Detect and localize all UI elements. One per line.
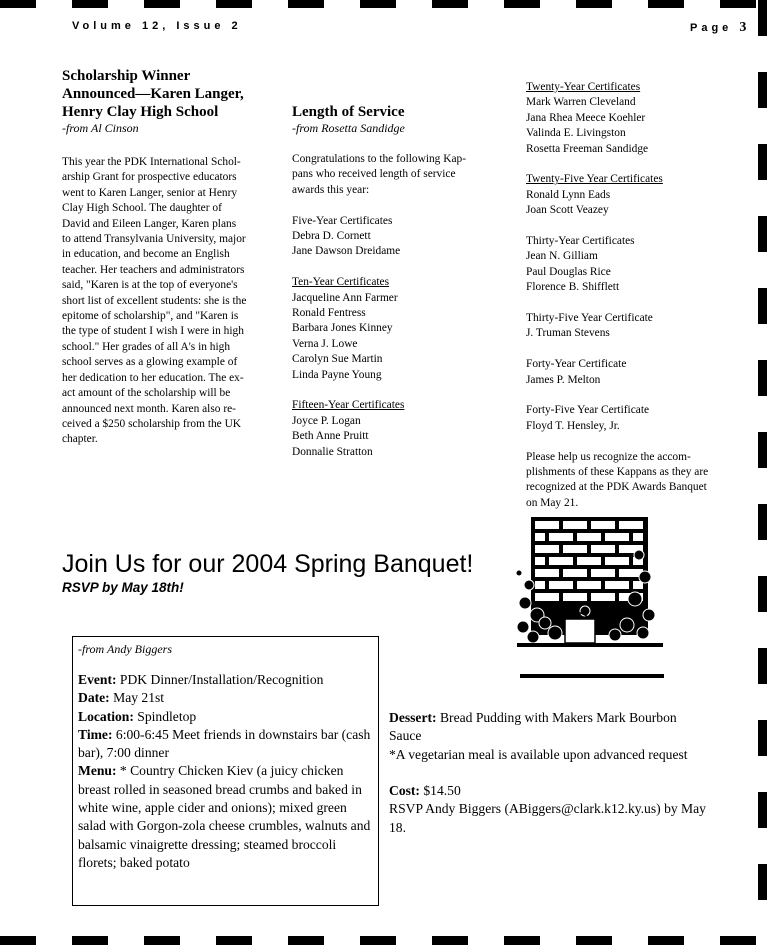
- checkered-border-bottom: [0, 936, 776, 945]
- body-line: short list of excellent students: she is the: [62, 294, 247, 307]
- intro-line: pans who received length of service: [292, 168, 456, 181]
- vegetarian-note: *A vegetarian meal is available upon advanced request: [389, 746, 688, 762]
- scholarship-byline: -from Al Cinson: [62, 121, 139, 135]
- twenty-year-heading: Twenty-Year Certificates: [526, 81, 641, 93]
- event-details: [78, 642, 374, 872]
- recipient-name: Floyd T. Hensley, Jr.: [526, 419, 620, 432]
- checkered-border-top: [0, 0, 776, 8]
- fifteen-year-heading: Fifteen-Year Certificates: [292, 399, 405, 412]
- recipient-name: James P. Melton: [526, 373, 601, 386]
- garden-wall-clipart: [515, 515, 665, 655]
- event-details-box: [72, 636, 379, 906]
- ten-year-heading: Ten-Year Certificates: [292, 276, 390, 289]
- event-value: PDK Dinner/Installation/Recognition: [119, 672, 324, 687]
- body-line: epitome of scholarship", and "Karen is: [62, 310, 239, 323]
- date-line: [78, 689, 374, 707]
- body-line: school serves as a glowing example of: [62, 356, 238, 369]
- menu-value: * Country Chicken Kiev (a juicy chicken breast rolled in seasoned bread crumbs and baked in white wine, apple cider and onions); mixed green salad with Gorgon-zola cheese crumbles, walnuts and balsamic vinaigrette dressing; steamed broccoli florets; baked potato: [78, 763, 371, 870]
- recipient-name: Debra D. Cornett: [292, 230, 371, 243]
- body-line: announced next month. Karen also re-: [62, 402, 236, 415]
- intro-line: awards this year:: [292, 183, 370, 196]
- menu-line: [78, 762, 374, 872]
- body-line: ceived a $250 scholarship from the UK: [62, 417, 242, 430]
- date-value: May 21st: [113, 690, 165, 706]
- body-line: the type of student I wish I were in high: [62, 325, 244, 338]
- banquet-byline: -from Andy Biggers: [78, 642, 172, 656]
- scholarship-title-line3: Henry Clay High School: [62, 104, 219, 120]
- scholarship-title-line1: Scholarship Winner: [62, 68, 191, 84]
- time-label: Time:: [78, 726, 113, 742]
- banquet-title: Join Us for our 2004 Spring Banquet!: [62, 550, 474, 578]
- body-line: David and Eileen Langer, Karen plans: [62, 217, 237, 230]
- recipient-name: Donnalie Stratton: [292, 445, 373, 458]
- closing-line: recognized at the PDK Awards Banquet: [526, 481, 707, 494]
- time-value: 6:00-6:45 Meet friends in downstairs bar (cash bar), 7:00 dinner: [78, 726, 371, 761]
- page-label: Page: [690, 22, 733, 34]
- recipient-name: Mark Warren Cleveland: [526, 96, 636, 109]
- recipient-name: Beth Anne Pruitt: [292, 430, 369, 443]
- body-line: act amount of the scholarship will be: [62, 387, 231, 400]
- body-line: school." Her grades of all A's in high: [62, 340, 231, 353]
- date-label: Date:: [78, 690, 110, 706]
- twentyfive-year-heading: Twenty-Five Year Certificates: [526, 173, 663, 186]
- five-year-heading: Five-Year Certificates: [292, 214, 393, 227]
- body-line: Clay High School. The daughter of: [62, 202, 222, 215]
- closing-line: Please help us recognize the accom-: [526, 450, 691, 463]
- recipient-name: Carolyn Sue Martin: [292, 353, 383, 366]
- body-line: in education, and become an English: [62, 248, 230, 261]
- service-title: Length of Service: [292, 104, 405, 120]
- decorative-rule: [520, 674, 664, 678]
- recipient-name: Valinda E. Livingston: [526, 127, 626, 140]
- body-line: teacher. Her teachers and administrators: [62, 263, 245, 276]
- thirty-year-heading: Thirty-Year Certificates: [526, 235, 635, 248]
- service-byline: -from Rosetta Sandidge: [292, 121, 405, 135]
- recipient-name: Joyce P. Logan: [292, 414, 361, 427]
- forty-year-heading: Forty-Year Certificate: [526, 358, 627, 371]
- thirtyfive-year-heading: Thirty-Five Year Certificate: [526, 312, 653, 325]
- checkered-border-right: [758, 0, 767, 945]
- recipient-name: Paul Douglas Rice: [526, 265, 611, 278]
- recipient-name: Barbara Jones Kinney: [292, 322, 393, 335]
- fortyfive-year-heading: Forty-Five Year Certificate: [526, 404, 650, 417]
- event-label: Event:: [78, 672, 117, 687]
- body-line: her dedication to her education. The ex-: [62, 371, 244, 384]
- cost-value: $14.50: [423, 783, 461, 799]
- volume-issue-header: Volume 12, Issue 2: [72, 20, 242, 32]
- recipient-name: Jana Rhea Meece Koehler: [526, 111, 646, 124]
- recipient-name: J. Truman Stevens: [526, 327, 610, 340]
- closing-line: on May 21.: [526, 496, 579, 509]
- body-line: arship Grant for prospective educators: [62, 171, 237, 184]
- recipient-name: Jean N. Gilliam: [526, 250, 598, 263]
- time-line: [78, 726, 374, 763]
- body-line: went to Karen Langer, senior at Henry: [62, 186, 238, 199]
- page-number-header: [690, 20, 746, 36]
- cost-label: Cost:: [389, 783, 420, 799]
- rsvp-note: RSVP Andy Biggers (ABiggers@clark.k12.ky.us) by May 18.: [389, 801, 706, 835]
- location-label: Location:: [78, 708, 134, 724]
- location-value: Spindletop: [137, 708, 197, 724]
- intro-line: Congratulations to the following Kap-: [292, 153, 466, 165]
- recipient-name: Rosetta Freeman Sandidge: [526, 142, 649, 155]
- recipient-name: Linda Payne Young: [292, 368, 382, 381]
- menu-label: Menu:: [78, 763, 117, 779]
- spacer: [389, 764, 709, 782]
- closing-line: plishments of these Kappans as they are: [526, 466, 709, 479]
- scholarship-body: [62, 155, 284, 448]
- dessert-value: Bread Pudding with Makers Mark Bourbon Sauce: [389, 710, 677, 744]
- dessert-label: Dessert:: [389, 710, 437, 725]
- service-article-continued: [526, 80, 752, 511]
- scholarship-article: [62, 67, 284, 448]
- dessert-and-cost: [389, 709, 709, 837]
- recipient-name: Jane Dawson Dreidame: [292, 245, 401, 258]
- body-line: chapter.: [62, 433, 98, 446]
- banquet-subtitle: RSVP by May 18th!: [62, 580, 184, 595]
- body-line: This year the PDK International Schol-: [62, 156, 241, 168]
- event-line: [78, 671, 374, 689]
- recipient-name: Ronald Fentress: [292, 307, 366, 320]
- cost-line: [389, 782, 709, 800]
- recipient-name: Florence B. Shifflett: [526, 281, 620, 294]
- body-line: said, "Karen is at the top of everyone's: [62, 279, 238, 292]
- recipient-name: Joan Scott Veazey: [526, 204, 609, 217]
- body-line: to attend Transylvania University, major: [62, 233, 246, 246]
- scholarship-title-line2: Announced—Karen Langer,: [62, 86, 244, 102]
- recipient-name: Ronald Lynn Eads: [526, 188, 611, 201]
- location-line: [78, 708, 374, 726]
- recipient-name: Verna J. Lowe: [292, 337, 358, 350]
- page-number: 3: [739, 20, 747, 35]
- service-article: [292, 103, 514, 460]
- recipient-name: Jacqueline Ann Farmer: [292, 291, 398, 304]
- dessert-line: [389, 709, 709, 746]
